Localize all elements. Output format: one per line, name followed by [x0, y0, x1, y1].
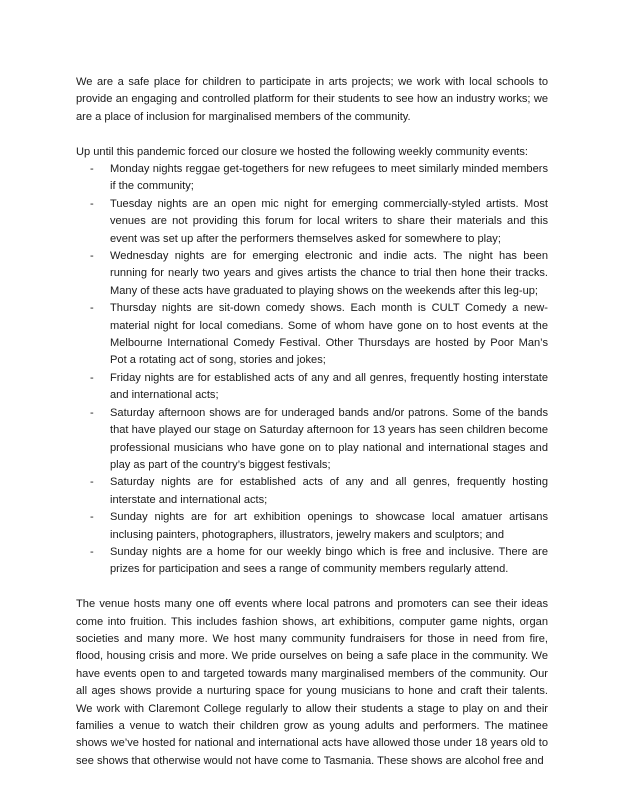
list-item — [76, 370, 548, 405]
list-item-text: Saturday afternoon shows are for underaged bands and/or patrons. Some of the bands that have played our stage on Saturday afternoon for 13 years has seen children become professional musicians who have gone on to play national and international stages and play as part of the country’s biggest festivals; — [110, 406, 548, 471]
venue-paragraph: The venue hosts many one off events where local patrons and promoters can see their ideas come into fruition. This includes fashion shows, art exhibitions, computer game nights, organ societies and many more. We host many community fundraisers for those in need from fire, flood, housing crisis and more. We pride ourselves on being a safe place in the community. We have events open to and targeted towards many marginalised members of the community. Our all ages shows provide a nurturing space for young musicians to hone and craft their talents. We work with Claremont College regularly to allow their students a stage to play on and their families a venue to watch their children grow as young adults and performers. The matinee shows we’ve hosted for national and international acts have allowed those under 18 years old to see shows that otherwise would not have come to Tasmania. These shows are alcohol free and — [76, 598, 548, 767]
list-item — [76, 509, 548, 544]
list-item-text: Sunday nights are for art exhibition openings to showcase local amatuer artisans inclusing painters, photographers, illustrators, jewelry makers and sculptors; and — [110, 511, 548, 541]
list-item-text: Tuesday nights are an open mic night for emerging commercially-styled artists. Most venues are not providing this forum for local writers to share their materials and this event was set up after the performers themselves asked for somewhere to play; — [110, 197, 548, 245]
list-item — [76, 161, 548, 196]
list-item-text: Thursday nights are sit-down comedy shows. Each month is CULT Comedy a new-material night for local comedians. Some of whom have gone on to host events at the Melbourne International Comedy Festival. Other Thursdays are hosted by Poor Man’s Pot a rotating act of song, stories and jokes; — [110, 302, 548, 367]
paragraph-spacer — [76, 126, 548, 143]
list-item-text: Monday nights reggae get-togethers for new refugees to meet similarly minded members if the community; — [110, 163, 548, 193]
bullet-dash: - — [90, 163, 94, 176]
list-item — [76, 300, 548, 370]
list-item-text: Sunday nights are a home for our weekly bingo which is free and inclusive. There are prizes for participation and sees a range of community members regularly attend. — [110, 545, 548, 576]
list-item — [76, 405, 548, 475]
weekly-events-list — [76, 161, 548, 579]
list-item-text: Saturday nights are for established acts of any and all genres, frequently hosting interstate and international acts; — [110, 476, 548, 506]
bullet-dash: - — [90, 371, 94, 384]
bullet-dash: - — [90, 511, 94, 524]
list-item-text: Friday nights are for established acts of any and all genres, frequently hosting interstate and international acts; — [110, 371, 548, 402]
list-item — [76, 248, 548, 300]
list-item — [76, 474, 548, 509]
events-lead-paragraph: Up until this pandemic forced our closure we hosted the following weekly community events: — [76, 145, 528, 158]
list-item — [76, 196, 548, 248]
bullet-dash: - — [90, 197, 94, 210]
bullet-dash: - — [90, 406, 94, 419]
intro-paragraph: We are a safe place for children to participate in arts projects; we work with local schools to provide an engaging and controlled platform for their students to see how an industry works; we are a place of inclusion for marginalised members of the community. — [76, 76, 548, 123]
paragraph-spacer — [76, 579, 548, 596]
list-item — [76, 544, 548, 579]
bullet-dash: - — [90, 250, 94, 263]
bullet-dash: - — [90, 302, 94, 315]
bullet-dash: - — [90, 476, 94, 489]
list-item-text: Wednesday nights are for emerging electronic and indie acts. The night has been running for nearly two years and gives artists the chance to trial then hone their tracks. Many of these acts have graduated to playing shows on the weekends after this leg-up; — [110, 250, 548, 297]
bullet-dash: - — [90, 545, 94, 558]
document-body — [76, 74, 548, 770]
